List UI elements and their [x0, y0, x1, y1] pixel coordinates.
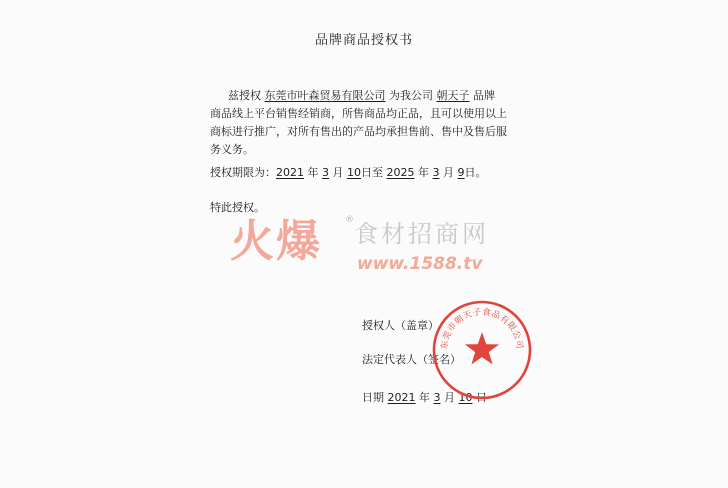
- year-char: 年: [307, 166, 319, 179]
- paragraph-line-1: [228, 89, 495, 103]
- legal-representative-label: 法定代表人（签名）: [362, 353, 461, 366]
- authorization-period: [210, 166, 487, 180]
- year-char: 年: [418, 166, 429, 179]
- period-start-month: 3: [322, 166, 329, 179]
- day-char: 日: [476, 391, 487, 404]
- brand-name: 朝天子: [436, 89, 470, 102]
- paragraph-line-2: 商品线上平台销售经销商，所售商品均正品，且可以使用以上: [210, 107, 507, 120]
- date-label: 日期: [362, 391, 384, 404]
- paragraph-line-3: 商标进行推广，对所有售出的产品均承担售前、售中及售后服: [210, 125, 507, 138]
- period-start-year: 2021: [276, 166, 304, 179]
- period-end-year: 2025: [386, 166, 415, 179]
- licensee-name: 东莞市叶森贸易有限公司: [264, 89, 386, 102]
- seal-text: 东莞市朝天子食品有限公司: [439, 307, 525, 350]
- year-char: 年: [419, 391, 430, 404]
- period-start-day: 10: [347, 166, 361, 179]
- date-year: 2021: [387, 391, 416, 404]
- end-suffix: 日。: [464, 166, 487, 179]
- period-end-day: 9: [457, 166, 465, 179]
- watermark-url: www.1588.tv: [357, 254, 483, 274]
- month-char: 月: [444, 391, 455, 404]
- company-seal: [430, 298, 534, 402]
- period-end-month: 3: [432, 166, 440, 179]
- date-day: 10: [458, 391, 473, 404]
- grant-prefix: 兹授权: [228, 89, 261, 102]
- period-label: 授权期限为：: [210, 166, 276, 179]
- watermark-site-name: 食材招商网: [354, 220, 489, 248]
- paragraph-line-4: 务义务。: [210, 143, 254, 156]
- seal-star-icon: [465, 332, 499, 364]
- day-to-text: 日至: [361, 166, 383, 179]
- watermark-brand: 火爆: [230, 216, 322, 267]
- authorizer-stamp-label: 授权人（盖章）: [362, 319, 439, 332]
- grant-suffix: 品牌: [473, 89, 495, 102]
- document-title: 品牌商品授权书: [314, 33, 413, 48]
- closing-statement: 特此授权。: [210, 201, 265, 214]
- watermark-registered-mark: ®: [345, 215, 354, 225]
- month-char: 月: [332, 166, 344, 179]
- grant-middle: 为我公司: [389, 89, 433, 102]
- month-char: 月: [443, 166, 454, 179]
- date-month: 3: [433, 391, 441, 404]
